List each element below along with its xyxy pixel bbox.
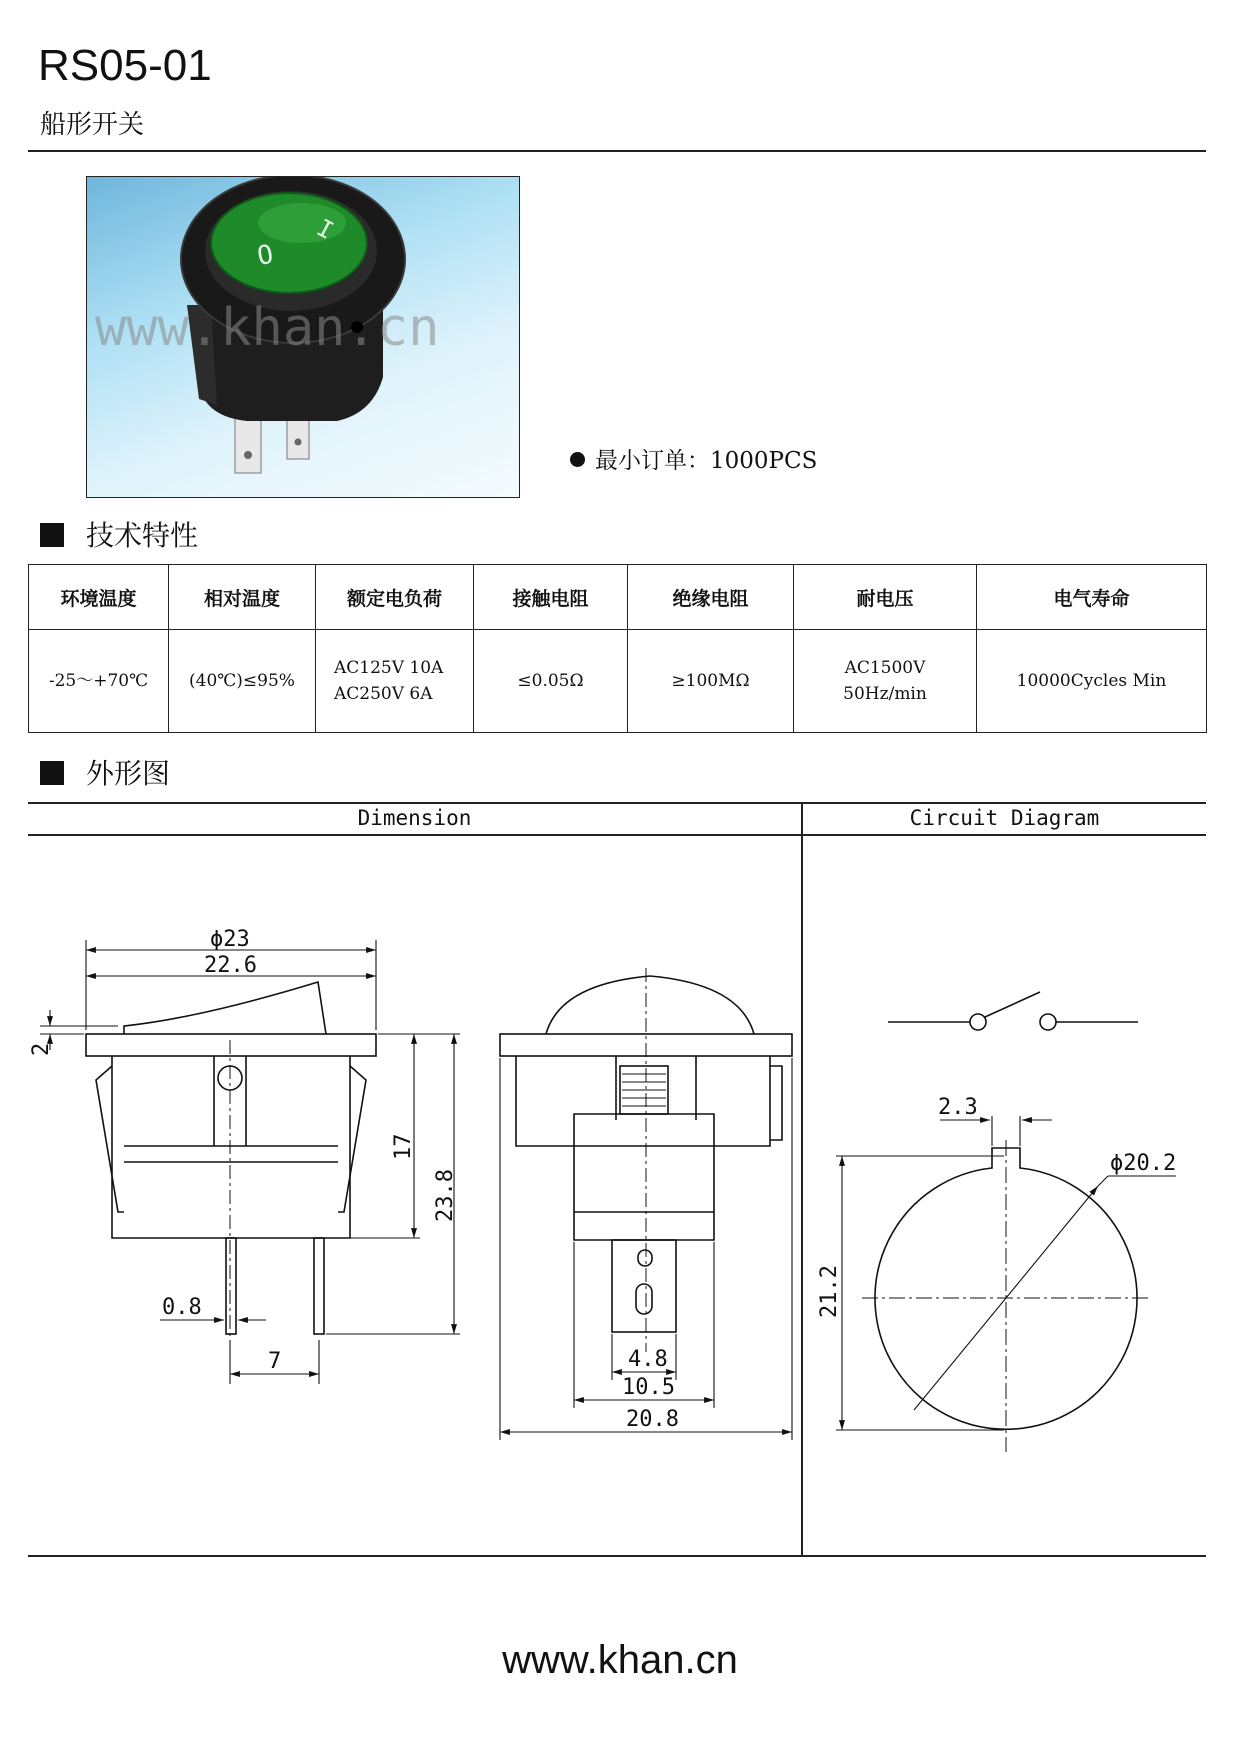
dim-cutout-20-2: ϕ20.2 [1110, 1151, 1177, 1176]
footer-url: www.khan.cn [502, 1638, 738, 1682]
dim-diameter-23: ϕ23 [210, 927, 250, 952]
spec-header-cell: 环境温度 [29, 565, 169, 630]
front-view [500, 968, 792, 1352]
rocker-off-symbol: O [255, 239, 276, 272]
rocker-on-symbol: I [312, 213, 339, 246]
tech-section-title: 技术特性 [86, 519, 199, 552]
spec-header-cell: 耐电压 [794, 565, 977, 630]
dim-tab-4-8: 4.8 [628, 1347, 668, 1372]
spec-header-cell: 额定电负荷 [316, 565, 474, 630]
side-view [86, 982, 376, 1340]
photo-watermark: www.khan.cn [95, 298, 440, 358]
spec-value-line: AC250V 6A [334, 684, 433, 704]
moq-label: 最小订单 [595, 448, 687, 474]
spec-value-line: ≤0.05Ω [517, 671, 584, 691]
dim-pitch-7: 7 [268, 1349, 282, 1374]
product-subtitle: 船形开关 [40, 110, 145, 140]
spec-value-line: 10000Cycles Min [1016, 671, 1167, 691]
spec-value-line: (40℃)≤95% [189, 671, 295, 691]
spec-header-cell: 绝缘电阻 [628, 565, 794, 630]
dim-height-23-8: 23.8 [433, 1169, 458, 1222]
dim-cutout-21-2: 21.2 [817, 1265, 842, 1318]
spec-value-line: AC1500V [844, 658, 926, 678]
moq-value: 1000PCS [710, 448, 818, 474]
moq-separator: ： [687, 448, 710, 474]
dim-body-10-5: 10.5 [622, 1375, 675, 1400]
circuit-diagram-header: Circuit Diagram [909, 806, 1100, 830]
dim-width-22-6: 22.6 [204, 953, 257, 978]
dim-pin-0-8: 0.8 [162, 1295, 202, 1320]
spec-value-line: -25～+70℃ [48, 671, 149, 691]
panel-cutout-drawing [862, 1140, 1150, 1452]
model-title: RS05-01 [38, 41, 212, 90]
dim-key-2-3: 2.3 [938, 1095, 978, 1120]
dim-height-17: 17 [391, 1133, 416, 1160]
spec-header-cell: 接触电阻 [474, 565, 628, 630]
spec-header-cell: 电气寿命 [977, 565, 1207, 630]
dim-height-2: 2 [29, 1042, 54, 1056]
spec-value-line: 50Hz/min [843, 684, 927, 704]
outline-section-title: 外形图 [86, 757, 171, 790]
spec-value-line: ≥100MΩ [671, 671, 750, 691]
spec-header-cell: 相对温度 [169, 565, 316, 630]
spec-value-line: AC125V 10A [334, 658, 444, 678]
dimension-header: Dimension [357, 806, 472, 830]
dim-flange-20-8: 20.8 [626, 1407, 679, 1432]
switch-circuit-symbol [888, 992, 1138, 1030]
